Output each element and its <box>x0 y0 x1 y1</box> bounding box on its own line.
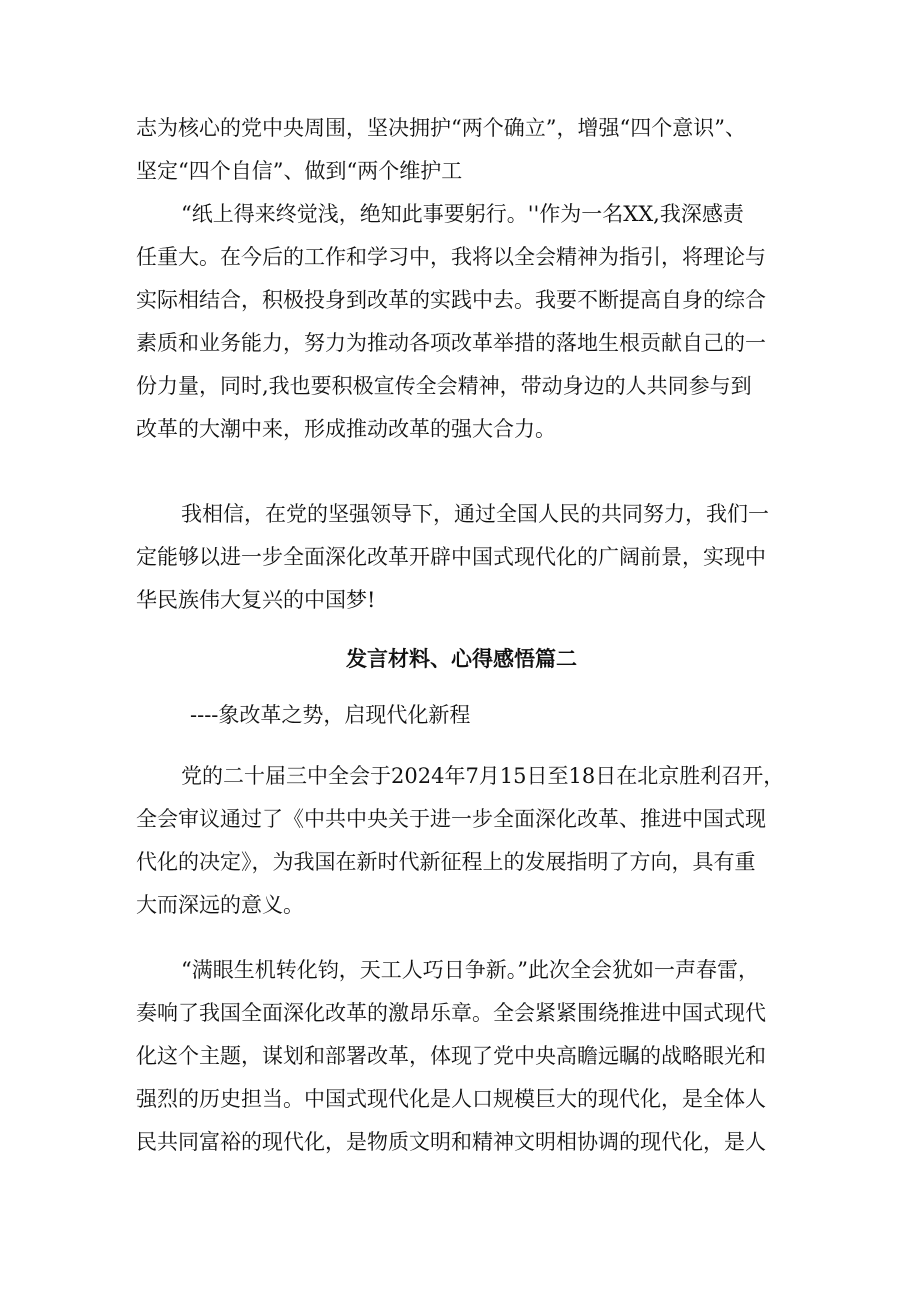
text-line: “满眼生机转化钧，天工人巧日争新。”此次全会犹如一声春雷， <box>181 958 759 982</box>
text-line: 强烈的历史担当。中国式现代化是人口规模巨大的现代化，是全体人 <box>136 1087 766 1111</box>
text-line: “纸上得来终觉浅，绝知此事要躬行。''作为一名XX,我深感责 <box>181 202 744 226</box>
text-line: 坚定“四个自信”、做到“两个维护工 <box>136 159 463 183</box>
text-line: 志为核心的党中央周围，坚决拥护“两个确立”，增强“四个意识”、 <box>136 116 746 140</box>
text-line: 定能够以进一步全面深化改革开辟中国式现代化的广阔前景，实现中 <box>136 545 766 569</box>
section-subtitle: ----象改革之势，启现代化新程 <box>190 703 471 727</box>
section-title: 发言材料、心得感悟篇二 <box>346 647 577 671</box>
text-line: 实际相结合，积极投身到改革的实践中去。我要不断提高自身的综合 <box>136 288 766 312</box>
text-line: 改革的大潮中来，形成推动改革的强大合力。 <box>136 417 556 441</box>
text-line: 华民族伟大复兴的中国梦! <box>136 588 376 612</box>
text-line: 代化的决定》，为我国在新时代新征程上的发展指明了方向，具有重 <box>136 850 756 874</box>
text-line: 大而深远的意义。 <box>136 893 304 917</box>
text-line: 民共同富裕的现代化，是物质文明和精神文明相协调的现代化，是人 <box>136 1130 766 1154</box>
text-line: 化这个主题，谋划和部署改革，体现了党中央高瞻远瞩的战略眼光和 <box>136 1044 766 1068</box>
text-line: 任重大。在今后的工作和学习中，我将以全会精神为指引，将理论与 <box>136 245 766 269</box>
text-line: 素质和业务能力，努力为推动各项改革举措的落地生根贡献自己的一 <box>136 331 766 355</box>
text-line: 党的二十届三中全会于2024年7月15日至18日在北京胜利召开， <box>181 764 785 788</box>
text-line: 奏响了我国全面深化改革的激昂乐章。全会紧紧围绕推进中国式现代 <box>136 1001 766 1025</box>
text-line: 我相信，在党的坚强领导下，通过全国人民的共同努力，我们一 <box>181 502 769 526</box>
text-line: 份力量，同时,我也要积极宣传全会精神，带动身边的人共同参与到 <box>136 374 752 398</box>
text-line: 全会审议通过了《中共中央关于进一步全面深化改革、推进中国式现 <box>136 807 766 831</box>
